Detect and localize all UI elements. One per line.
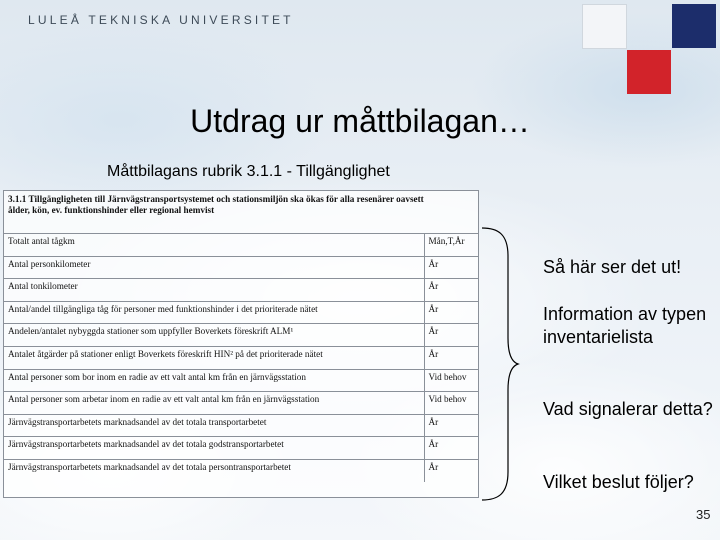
measure-cell: Antal tonkilometer (4, 279, 424, 302)
slide-subtitle: Måttbilagans rubrik 3.1.1 - Tillgänglighet (107, 163, 390, 180)
measure-cell: Antal personkilometer (4, 256, 424, 279)
measure-cell: Järnvägstransportarbetets marknadsandel av det totala transportarbetet (4, 414, 424, 437)
measure-cell: Järnvägstransportarbetets marknadsandel av det totala persontransportarbetet (4, 459, 424, 482)
table-row (4, 437, 478, 460)
period-cell: År (424, 414, 478, 437)
period-cell: År (424, 256, 478, 279)
table-row (4, 279, 478, 302)
period-cell: År (424, 301, 478, 324)
bullet-text: Vad signalerar detta? (543, 399, 713, 419)
measure-cell: Antal personer som arbetar inom en radie av ett valt antal km från en järnvägsstation (4, 392, 424, 415)
table-row (4, 234, 478, 257)
measure-cell: Antal/andel tillgängliga tåg för personer med funktionshinder i det prioriterade nätet (4, 301, 424, 324)
period-cell: År (424, 459, 478, 482)
measure-cell: Antal personer som bor inom en radie av ett valt antal km från en järnvägsstation (4, 369, 424, 392)
period-cell: År (424, 346, 478, 369)
bullet-text: Så här ser det ut! (543, 257, 682, 277)
slide-title-text: Utdrag ur måttbilagan… (190, 103, 530, 139)
period-cell: År (424, 437, 478, 460)
period-cell: År (424, 279, 478, 302)
document-excerpt (3, 190, 479, 498)
measure-cell: Antalet åtgärder på stationer enligt Boverkets föreskrift HIN² på det prioriterade nätet (4, 346, 424, 369)
table-row (4, 324, 478, 347)
table-row (4, 392, 478, 415)
curly-brace (480, 226, 520, 502)
table-row (4, 459, 478, 482)
period-cell: Mån,T,År (424, 234, 478, 257)
document-heading (4, 191, 478, 233)
period-cell: År (424, 324, 478, 347)
period-cell: Vid behov (424, 392, 478, 415)
logo-square-blue (672, 4, 716, 48)
document-heading-line: ålder, kön, ev. funktionshinder eller regional hemvist (8, 205, 215, 215)
logo-square-red (627, 50, 671, 94)
table-row (4, 256, 478, 279)
slide-title (0, 103, 720, 140)
table-row (4, 346, 478, 369)
university-brand: LULEÅ TEKNISKA UNIVERSITET (28, 13, 294, 27)
page-number: 35 (696, 507, 711, 522)
table-row (4, 414, 478, 437)
document-heading-line: 3.1.1 Tillgängligheten till Järnvägstransportsystemet och stationsmiljön ska ökas för alla resenärer oavsett (8, 194, 424, 204)
logo-square-white (582, 4, 627, 49)
period-cell: Vid behov (424, 369, 478, 392)
bullet-text: Vilket beslut följer? (543, 472, 694, 492)
measure-cell: Andelen/antalet nybyggda stationer som uppfyller Boverkets föreskrift ALM¹ (4, 324, 424, 347)
measure-cell: Totalt antal tågkm (4, 234, 424, 257)
measures-table (4, 233, 478, 482)
measure-cell: Järnvägstransportarbetets marknadsandel av det totala godstransportarbetet (4, 437, 424, 460)
bullet-text: Information av typen inventarielista (543, 304, 707, 347)
table-row (4, 301, 478, 324)
table-row (4, 369, 478, 392)
